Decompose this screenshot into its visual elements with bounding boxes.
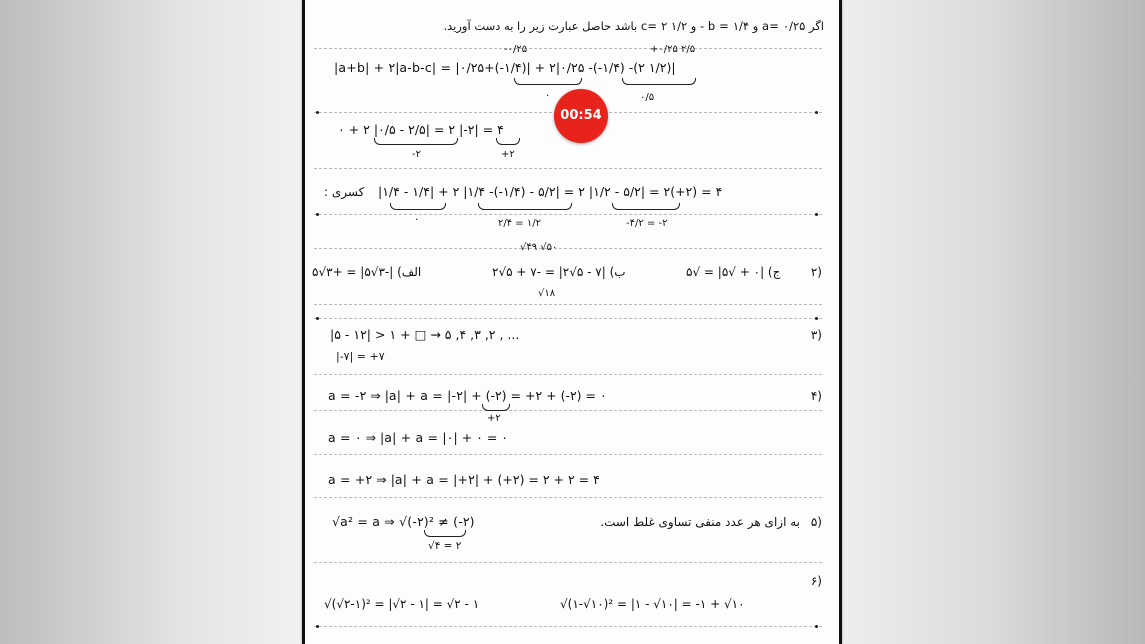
line-dot [316, 625, 319, 628]
page-right-border [839, 0, 842, 644]
q4-equation-line-2: a = ۰ ⇒ |a| + a = |۰| + ۰ = ۰ [328, 430, 509, 445]
q2-part-alef: الف) |-۳√۵| = +۳√۵ [312, 265, 422, 279]
q1-annotation-below: -۴/۲ = -۲ [626, 218, 668, 229]
q1-brace [390, 203, 446, 210]
line-dot [815, 213, 818, 216]
ruled-line [314, 48, 822, 49]
q2-part-be: ب) |۷ - ۵√۲| = -۷ + ۵√۲ [492, 265, 626, 279]
ruled-line [314, 304, 822, 305]
notebook-page [302, 0, 842, 644]
q1-brace [478, 203, 572, 210]
ruled-line [314, 562, 822, 563]
q1-statement: اگر a= ۰/۲۵ و b = ۱/۴ - و c= ۲ ۱/۲ باشد حاصل عبارت زیر را به دست آورید. [443, 19, 824, 33]
ruled-line [314, 168, 822, 169]
ruled-line [314, 410, 822, 411]
q1-annotation-below: +۲ [501, 149, 515, 160]
q1-annotation-below: -۲ [412, 149, 421, 160]
q5-equation: √a² = a ⇒ √(-۲)² ≠ (-۲) [332, 514, 475, 529]
q6-left-equation: √(√۲-۱)² = |√۲ - ۱| = √۲ - ۱ [324, 597, 480, 611]
q1-annotation-below: ۲/۴ = ۱/۲ [498, 218, 541, 229]
q6-right-equation: √(۱-√۱۰)² = |۱ - √۱۰| = -۱ + √۱۰ [560, 597, 745, 611]
q1-brace [612, 203, 680, 210]
q4-brace [482, 404, 510, 411]
q1-annotation-above: -۰/۲۵ [504, 44, 528, 55]
recording-timer-badge[interactable]: 00:54 [554, 89, 608, 143]
q4-annotation-below: +۲ [487, 413, 501, 424]
q4-equation-line-1: a = -۲ ⇒ |a| + a = |-۲| + (-۲) = +۲ + (-۲) = ۰ [328, 388, 607, 403]
q1-annotation-below: ۰ [414, 214, 420, 225]
q5-number: ۵) [810, 515, 822, 529]
line-dot [316, 213, 319, 216]
q4-equation-line-3: a = +۲ ⇒ |a| + a = |+۲| + (+۲) = ۲ + ۲ = ۴ [328, 472, 600, 487]
q5-brace [424, 530, 466, 537]
q1-annotation-below: ۰/۵ [640, 92, 655, 103]
q4-number: ۴) [810, 389, 822, 403]
q1-equation-line-2: ۰ + ۲ |۰/۵ - ۲/۵| = ۲ |-۲| = ۴ [338, 122, 504, 137]
q1-brace [374, 138, 458, 145]
ruled-line [314, 626, 822, 627]
q1-annotation-below: ۰ [545, 90, 551, 101]
q2-annotation-above: √۴۹ √۵۰ [520, 242, 558, 253]
line-dot [815, 317, 818, 320]
q3-number: ۳) [810, 328, 822, 342]
q1-equation-line-1: |a+b| + ۲|a-b-c| = |۰/۲۵+(-۱/۴)| + ۲|۰/۲۵ -(-۱/۴) -(۲ ۱/۲)| [334, 60, 676, 75]
ruled-line [314, 318, 822, 319]
q2-number: ۲) [810, 265, 822, 279]
line-dot [316, 111, 319, 114]
line-dot [316, 317, 319, 320]
q1-fraction-label: کسری : [324, 185, 365, 199]
q1-annotation-above: +۰/۲۵ ۲/۵ [650, 44, 696, 55]
q3-annotation-below: |-۷| = +۷ [336, 350, 385, 363]
ruled-line [314, 374, 822, 375]
ruled-line [314, 214, 822, 215]
line-dot [815, 625, 818, 628]
q6-number: ۶) [810, 574, 822, 588]
q3-equation: |۵ - ۱۲| > ۱ + □ → ۵ ,۴ ,۳ ,۲ , ... [330, 327, 520, 342]
line-dot [815, 111, 818, 114]
ruled-line [314, 454, 822, 455]
q1-brace [496, 138, 520, 145]
page-left-border [302, 0, 305, 644]
ruled-line [314, 248, 822, 249]
q1-brace [514, 78, 582, 85]
q2-annotation-below: √۱۸ [538, 288, 556, 299]
q1-brace [622, 78, 696, 85]
ruled-line [314, 497, 822, 498]
q1-equation-line-3: |۱/۴ - ۱/۴| + ۲ |۱/۴ -(-۱/۴) - ۵/۲| = ۲ |۱/۲ - ۵/۲| = ۲(+۲) = ۴ [378, 184, 723, 199]
q5-statement: به ازای هر عدد منفی تساوی غلط است. [600, 515, 800, 529]
q5-annotation-below: √۴ = ۲ [428, 540, 462, 552]
q2-part-jim: ج) |۰ + √۵| = √۵ [686, 265, 781, 279]
